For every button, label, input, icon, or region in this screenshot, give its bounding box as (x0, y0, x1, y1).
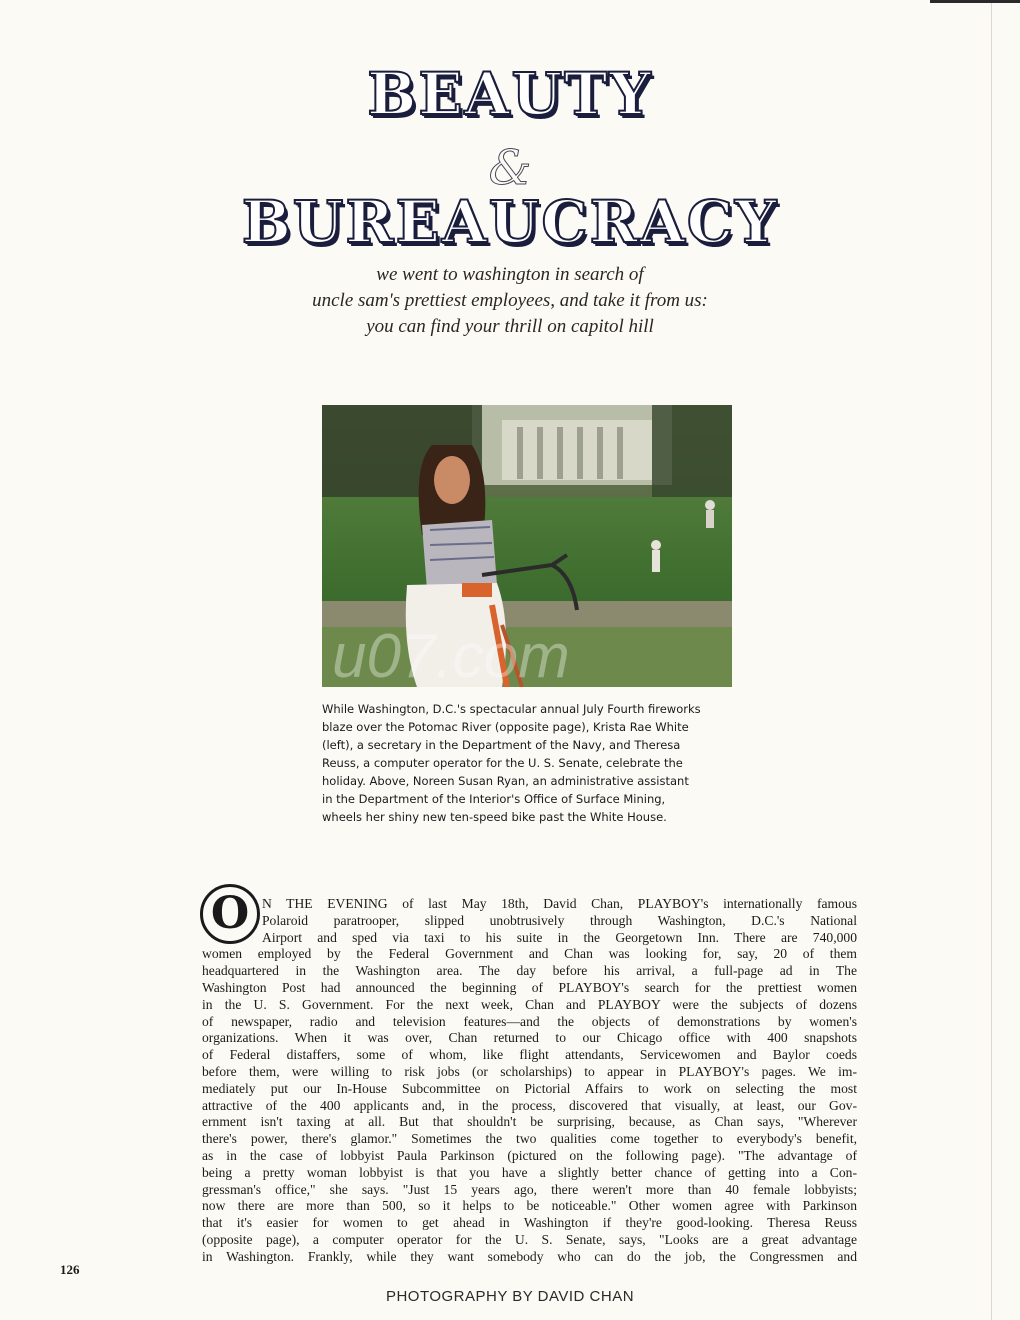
subhead-line: uncle sam's prettiest employees, and take it from us: (312, 290, 708, 311)
body-line: Polaroid paratrooper, slipped unobtrusively through Washington, D.C.'s National (262, 912, 857, 928)
body-line: Airport and sped via taxi to his suite in the Georgetown Inn. There are 740,000 (262, 929, 857, 945)
body-line: women employed by the Federal Government and Chan was looking for, say, 20 of them (202, 946, 857, 962)
body-line: ernment isn't taxing at all. But that shouldn't be surprising, because, as Chan says, "Wherever (202, 1114, 857, 1130)
photo-illustration (322, 405, 732, 687)
article-body (202, 896, 857, 1266)
top-rule (930, 0, 1020, 3)
body-line: before them, were willing to risk jobs (or scholarships) to appear in PLAYBOY's pages. We im- (202, 1063, 857, 1079)
body-line: as in the case of lobbyist Paula Parkinson (pictured on the following page). "The advantage of (202, 1147, 857, 1163)
subhead-line: you can find your thrill on capitol hill (366, 316, 654, 337)
caption-line: While Washington, D.C.'s spectacular annual July Fourth fireworks (322, 702, 701, 716)
body-line: that it's easier for women to get ahead in Washington if they're good-looking. Theresa Reuss (202, 1215, 857, 1231)
body-line: being a pretty woman lobbyist is that you have a slightly better chance of getting into a Con- (202, 1164, 857, 1180)
headline-ampersand: & (488, 140, 532, 196)
body-line: organizations. When it was over, Chan returned to our Chicago office with 400 snapshots (202, 1030, 857, 1046)
headline-bureaucracy: BUREAUCRACY (241, 188, 779, 256)
body-line: of Federal distaffers, some of whom, like flight attendants, Servicewomen and Baylor coeds (202, 1047, 857, 1063)
photo-credit: PHOTOGRAPHY BY DAVID CHAN (385, 1288, 635, 1305)
caption-line: Reuss, a computer operator for the U. S. Senate, celebrate the (322, 756, 683, 770)
caption-line: holiday. Above, Noreen Susan Ryan, an administrative assistant (322, 774, 689, 788)
body-line: of newspaper, radio and television features—and the objects of demonstrations by women's (202, 1013, 857, 1029)
body-line: in Washington. Frankly, while they want somebody who can do the job, the Congressmen and (202, 1248, 857, 1264)
page-number: 126 (60, 1262, 80, 1277)
body-line: N THE EVENING of last May 18th, David Chan, PLAYBOY's internationally famous (262, 896, 857, 911)
body-line: in the U. S. Government. For the next week, Chan and PLAYBOY were the subjects of dozens (202, 996, 857, 1012)
watermark-text: u07.com (332, 622, 570, 687)
body-line: there's power, there's glamor." Sometimes the two qualities come together to everybody's benefit, (202, 1131, 857, 1147)
photo-caption (322, 700, 742, 826)
body-line: mediately put our In-House Subcommittee on Pictorial Affairs to work on selecting the most (202, 1080, 857, 1096)
body-line: Washington Post had announced the beginning of PLAYBOY's search for the prettiest women (202, 979, 857, 995)
caption-line: blaze over the Potomac River (opposite page), Krista Rae White (322, 720, 689, 734)
body-line: gressman's office," she says. "Just 15 years ago, there weren't more than 40 female lobbyists; (202, 1181, 857, 1197)
body-line: headquartered in the Washington area. The day before his arrival, a full-page ad in The (202, 963, 857, 979)
headline-beauty: BEAUTY (367, 60, 653, 128)
body-line: now there are more than 500, so it helps to be noticeable." Other women agree with Parkinson (202, 1198, 857, 1214)
caption-line: wheels her shiny new ten-speed bike past the White House. (322, 810, 667, 824)
body-line: (opposite page), a computer operator for the U. S. Senate, says, "Looks are a great advantage (202, 1231, 857, 1247)
subhead (160, 262, 860, 340)
caption-line: (left), a secretary in the Department of the Navy, and Theresa (322, 738, 681, 752)
caption-line: in the Department of the Interior's Office of Surface Mining, (322, 792, 666, 806)
body-line: attractive of the 400 applicants and, in the process, discovered that visually, at least, our Gov- (202, 1097, 857, 1113)
subhead-line: we went to washington in search of (376, 264, 644, 285)
article-photo (322, 405, 732, 687)
drop-cap: O (200, 884, 260, 944)
